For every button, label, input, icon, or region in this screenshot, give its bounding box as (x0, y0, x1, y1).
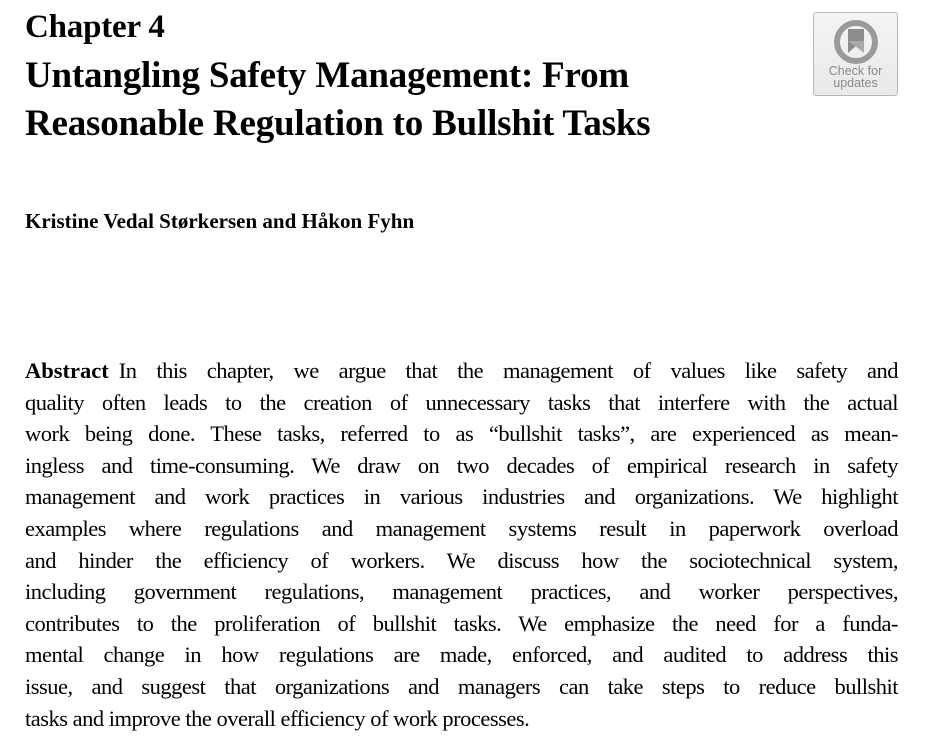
chapter-title-line-1: Untangling Safety Management: From (25, 55, 629, 96)
authors: Kristine Vedal Størkersen and Håkon Fyhn (25, 209, 415, 233)
abstract (25, 355, 898, 734)
abstract-line: quality often leads to the creation of unnecessary tasks that interfere with the actual (25, 389, 898, 415)
badge-label-line-1: Check for (828, 64, 883, 78)
abstract-line-text: In this chapter, we argue that the management of values like safety and (118, 358, 898, 383)
abstract-line: management and work practices in various industries and organizations. We highlight (25, 484, 898, 510)
abstract-line (25, 355, 898, 387)
crossmark-bookmark-icon (833, 19, 879, 65)
abstract-line: contributes to the proliferation of bullshit tasks. We emphasize the need for a funda- (25, 610, 898, 636)
abstract-line: and hinder the efficiency of workers. We discuss how the sociotechnical system, (25, 547, 898, 573)
chapter-title-line-2: Reasonable Regulation to Bullshit Tasks (25, 103, 651, 144)
abstract-line: including government regulations, management practices, and worker perspectives, (25, 579, 898, 605)
check-for-updates-badge[interactable] (813, 12, 898, 96)
abstract-line: mental change in how regulations are made, enforced, and audited to address this (25, 642, 898, 668)
abstract-line: issue, and suggest that organizations and managers can take steps to reduce bullshit (25, 673, 898, 699)
abstract-line: tasks and improve the overall efficiency of work processes. (25, 705, 530, 731)
abstract-line: examples where regulations and management systems result in paperwork overload (25, 515, 898, 541)
chapter-number: Chapter 4 (25, 9, 165, 45)
abstract-line: work being done. These tasks, referred to as “bullshit tasks”, are experienced as mean- (25, 421, 898, 447)
abstract-line: ingless and time-consuming. We draw on two decades of empirical research in safety (25, 452, 898, 478)
chapter-title (25, 52, 805, 148)
badge-label (814, 65, 897, 89)
abstract-label: Abstract (25, 358, 109, 383)
badge-label-line-2: updates (833, 76, 878, 90)
